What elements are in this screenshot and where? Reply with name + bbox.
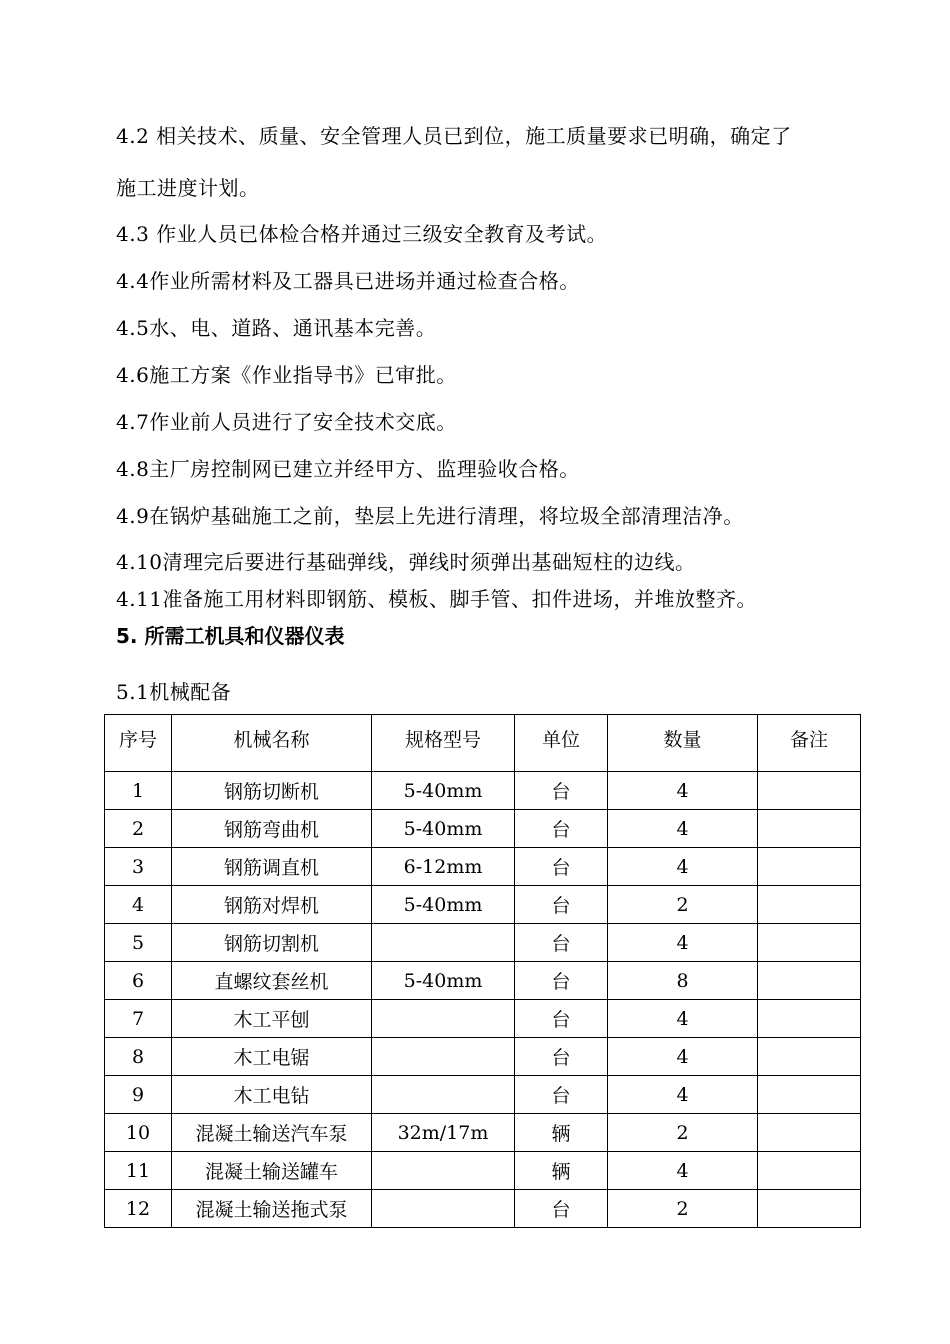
- cell-note: [758, 886, 861, 924]
- paragraph-4-7: 4.7作业前人员进行了安全技术交底。: [116, 410, 457, 434]
- paragraph-4-11: 4.11准备施工用材料即钢筋、模板、脚手管、扣件进场，并堆放整齐。: [116, 587, 758, 611]
- cell-name: 钢筋切割机: [172, 924, 372, 962]
- cell-unit: 台: [515, 962, 608, 1000]
- cell-qty: 8: [608, 962, 758, 1000]
- cell-spec: [372, 1152, 515, 1190]
- cell-name: 钢筋切断机: [172, 772, 372, 810]
- cell-qty: 4: [608, 1152, 758, 1190]
- cell-seq: 4: [105, 886, 172, 924]
- cell-unit: 台: [515, 1076, 608, 1114]
- cell-qty: 2: [608, 1190, 758, 1228]
- subsection-heading: 5.1机械配备: [116, 680, 232, 704]
- cell-seq: 10: [105, 1114, 172, 1152]
- paragraph-4-3: 4.3 作业人员已体检合格并通过三级安全教育及考试。: [116, 222, 608, 246]
- cell-name: 混凝土输送汽车泵: [172, 1114, 372, 1152]
- cell-note: [758, 962, 861, 1000]
- table-row: [105, 1114, 861, 1152]
- cell-unit: 台: [515, 1000, 608, 1038]
- cell-name: 木工平刨: [172, 1000, 372, 1038]
- cell-spec: [372, 1076, 515, 1114]
- cell-seq: 7: [105, 1000, 172, 1038]
- cell-seq: 9: [105, 1076, 172, 1114]
- cell-spec: 5-40mm: [372, 886, 515, 924]
- header-seq: 序号: [105, 715, 172, 772]
- cell-spec: 6-12mm: [372, 848, 515, 886]
- paragraph-4-5: 4.5水、电、道路、通讯基本完善。: [116, 316, 437, 340]
- cell-seq: 8: [105, 1038, 172, 1076]
- cell-name: 钢筋调直机: [172, 848, 372, 886]
- paragraph-4-6: 4.6施工方案《作业指导书》已审批。: [116, 363, 457, 387]
- cell-qty: 2: [608, 1114, 758, 1152]
- cell-note: [758, 1038, 861, 1076]
- cell-name: 钢筋对焊机: [172, 886, 372, 924]
- machinery-table: [104, 714, 861, 1228]
- cell-name: 直螺纹套丝机: [172, 962, 372, 1000]
- table-row: [105, 1038, 861, 1076]
- cell-note: [758, 1114, 861, 1152]
- cell-name: 混凝土输送拖式泵: [172, 1190, 372, 1228]
- cell-note: [758, 924, 861, 962]
- table-row: [105, 1190, 861, 1228]
- cell-seq: 12: [105, 1190, 172, 1228]
- cell-note: [758, 848, 861, 886]
- cell-spec: [372, 1038, 515, 1076]
- cell-seq: 11: [105, 1152, 172, 1190]
- cell-unit: 台: [515, 772, 608, 810]
- cell-name: 木工电锯: [172, 1038, 372, 1076]
- table-row: [105, 810, 861, 848]
- paragraph-4-4: 4.4作业所需材料及工器具已进场并通过检查合格。: [116, 269, 580, 293]
- section-heading: 5. 所需工机具和仪器仪表: [116, 624, 345, 648]
- cell-name: 混凝土输送罐车: [172, 1152, 372, 1190]
- cell-unit: 辆: [515, 1152, 608, 1190]
- header-note: 备注: [758, 715, 861, 772]
- cell-unit: 台: [515, 810, 608, 848]
- cell-unit: 台: [515, 1038, 608, 1076]
- cell-spec: 32m/17m: [372, 1114, 515, 1152]
- cell-spec: 5-40mm: [372, 810, 515, 848]
- cell-note: [758, 1000, 861, 1038]
- header-spec: 规格型号: [372, 715, 515, 772]
- cell-spec: [372, 924, 515, 962]
- table-row: [105, 848, 861, 886]
- header-qty: 数量: [608, 715, 758, 772]
- cell-qty: 4: [608, 1076, 758, 1114]
- cell-qty: 4: [608, 1000, 758, 1038]
- cell-note: [758, 810, 861, 848]
- table-row: [105, 1152, 861, 1190]
- table-row: [105, 924, 861, 962]
- cell-spec: [372, 1190, 515, 1228]
- cell-spec: 5-40mm: [372, 962, 515, 1000]
- table-row: [105, 962, 861, 1000]
- table-row: [105, 1000, 861, 1038]
- header-unit: 单位: [515, 715, 608, 772]
- cell-note: [758, 772, 861, 810]
- cell-note: [758, 1190, 861, 1228]
- cell-qty: 2: [608, 886, 758, 924]
- table-header-row: [105, 715, 861, 772]
- cell-qty: 4: [608, 848, 758, 886]
- cell-unit: 台: [515, 924, 608, 962]
- cell-qty: 4: [608, 924, 758, 962]
- cell-qty: 4: [608, 1038, 758, 1076]
- cell-qty: 4: [608, 772, 758, 810]
- table-row: [105, 772, 861, 810]
- cell-unit: 台: [515, 848, 608, 886]
- paragraph-4-9: 4.9在锅炉基础施工之前，垫层上先进行清理，将垃圾全部清理洁净。: [116, 504, 744, 528]
- cell-spec: 5-40mm: [372, 772, 515, 810]
- cell-seq: 5: [105, 924, 172, 962]
- paragraph-4-2: 4.2 相关技术、质量、安全管理人员已到位，施工质量要求已明确，确定了: [116, 124, 792, 148]
- cell-name: 木工电钻: [172, 1076, 372, 1114]
- cell-unit: 台: [515, 1190, 608, 1228]
- cell-seq: 2: [105, 810, 172, 848]
- cell-seq: 6: [105, 962, 172, 1000]
- cell-seq: 1: [105, 772, 172, 810]
- paragraph-4-8: 4.8主厂房控制网已建立并经甲方、监理验收合格。: [116, 457, 580, 481]
- cell-note: [758, 1076, 861, 1114]
- cell-unit: 辆: [515, 1114, 608, 1152]
- header-name: 机械名称: [172, 715, 372, 772]
- table-row: [105, 886, 861, 924]
- table-row: [105, 1076, 861, 1114]
- cell-note: [758, 1152, 861, 1190]
- cell-qty: 4: [608, 810, 758, 848]
- paragraph-4-10: 4.10清理完后要进行基础弹线，弹线时须弹出基础短柱的边线。: [116, 550, 696, 574]
- cell-seq: 3: [105, 848, 172, 886]
- cell-unit: 台: [515, 886, 608, 924]
- cell-name: 钢筋弯曲机: [172, 810, 372, 848]
- cell-spec: [372, 1000, 515, 1038]
- paragraph-4-2-cont: 施工进度计划。: [116, 176, 260, 200]
